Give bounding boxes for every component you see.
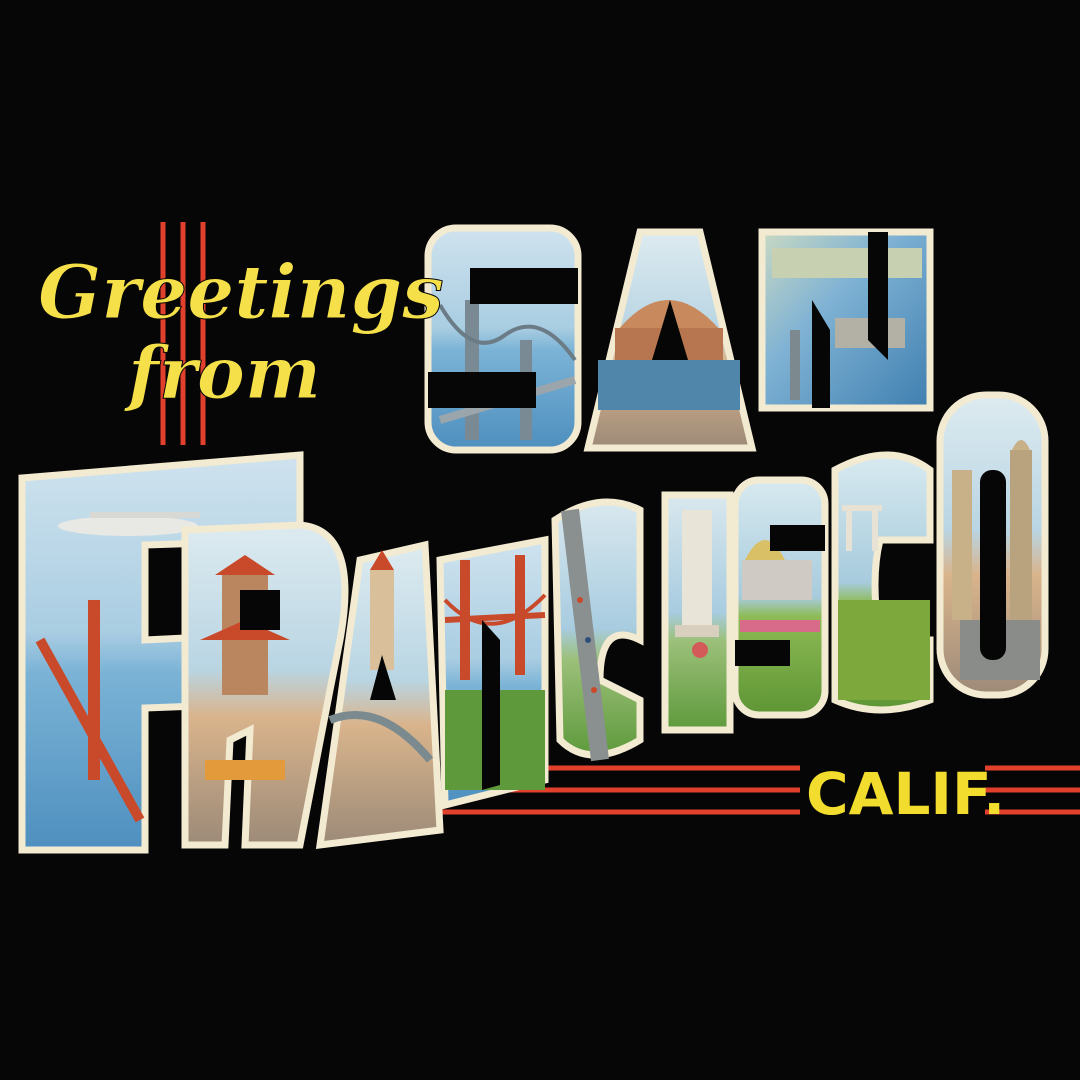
letter-c-park-colonnade xyxy=(835,455,930,710)
letter-i-coit-tower xyxy=(665,495,730,730)
greeting-line-2: from xyxy=(128,330,322,415)
san-letters xyxy=(428,228,930,450)
letter-n-aerial-bay xyxy=(762,232,930,408)
letter-a-palace-of-fine-arts xyxy=(588,232,752,448)
letter-o-market-street xyxy=(940,395,1045,695)
letter-c-boulevard xyxy=(555,502,640,760)
letter-n-golden-gate xyxy=(440,540,545,805)
letter-s-bay-bridge xyxy=(428,228,578,450)
greeting-line-1: Greetings xyxy=(38,250,444,336)
state-label: CALIF. xyxy=(806,760,1006,828)
greeting-script xyxy=(38,250,444,415)
letter-s-city-hall xyxy=(735,480,825,715)
letter-r-chinatown xyxy=(185,525,345,845)
